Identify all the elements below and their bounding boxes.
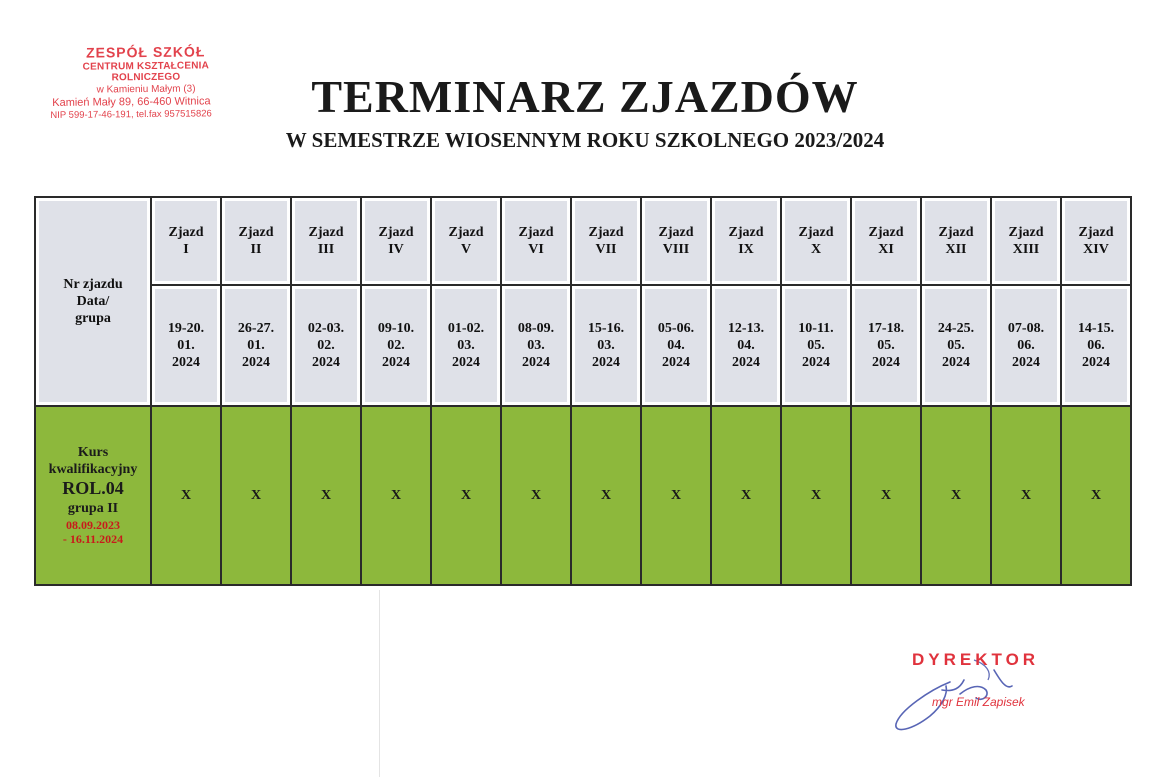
session-number: V: [460, 242, 472, 258]
session-number: I: [183, 242, 189, 258]
attendance-mark-cell: X: [641, 406, 711, 585]
attendance-mark-cell: X: [151, 406, 221, 585]
session-month: 03.: [527, 338, 545, 354]
session-month: 01.: [247, 338, 265, 354]
attendance-mark-cell: X: [501, 406, 571, 585]
stamp-line-4: Kamień Mały 89, 66-460 Witnica: [52, 95, 211, 109]
session-days: 17-18.: [867, 321, 905, 337]
session-header-cell: [711, 197, 781, 285]
session-month: 05.: [947, 338, 965, 354]
session-number: IV: [388, 242, 404, 258]
session-days: 07-08.: [1007, 321, 1045, 337]
director-signature: [890, 650, 1090, 740]
session-number: XIV: [1083, 242, 1109, 258]
session-days: 15-16.: [587, 321, 625, 337]
session-header-cell: [431, 197, 501, 285]
session-date-cell: [501, 285, 571, 406]
signature-title: DYREKTOR: [912, 650, 1040, 669]
session-word: Zjazd: [448, 225, 484, 241]
session-word: Zjazd: [588, 225, 624, 241]
session-word: Zjazd: [518, 225, 554, 241]
session-date-cell: [431, 285, 501, 406]
session-days: 01-02.: [447, 321, 485, 337]
session-month: 04.: [737, 338, 755, 354]
group-course-label: Kurs: [77, 445, 109, 461]
row-label-cell: [35, 197, 151, 406]
session-date-cell: [151, 285, 221, 406]
session-word: Zjazd: [1008, 225, 1044, 241]
session-word: Zjazd: [238, 225, 274, 241]
session-year: 2024: [872, 355, 900, 371]
attendance-mark-cell: X: [851, 406, 921, 585]
attendance-mark-cell: X: [361, 406, 431, 585]
session-year: 2024: [1012, 355, 1040, 371]
session-month: 04.: [667, 338, 685, 354]
session-word: Zjazd: [798, 225, 834, 241]
session-year: 2024: [592, 355, 620, 371]
session-month: 01.: [177, 338, 195, 354]
session-date-cell: [711, 285, 781, 406]
session-header-cell: [291, 197, 361, 285]
session-word: Zjazd: [868, 225, 904, 241]
group-info-cell: [35, 406, 151, 585]
attendance-mark-cell: X: [221, 406, 291, 585]
session-header-cell: [361, 197, 431, 285]
session-number: II: [250, 242, 262, 258]
session-days: 26-27.: [237, 321, 275, 337]
session-number: IX: [738, 242, 754, 258]
session-month: 06.: [1017, 338, 1035, 354]
session-number: XIII: [1012, 242, 1040, 258]
session-date-cell: [1061, 285, 1131, 406]
session-days: 14-15.: [1077, 321, 1115, 337]
session-year: 2024: [942, 355, 970, 371]
group-course-type: kwalifikacyjny: [48, 462, 138, 478]
page-title: TERMINARZ ZJAZDÓW: [311, 71, 859, 122]
session-header-cell: [781, 197, 851, 285]
session-year: 2024: [382, 355, 410, 371]
session-days: 19-20.: [167, 321, 205, 337]
stamp-line-2: CENTRUM KSZTAŁCENIA ROLNICZEGO: [82, 59, 210, 84]
stamp-line-1: ZESPÓŁ SZKÓŁ: [85, 43, 206, 61]
session-number: XI: [878, 242, 894, 258]
session-header-cell: [641, 197, 711, 285]
signature-name: mgr Emil Zapisek: [932, 695, 1025, 709]
session-header-row: [35, 197, 1131, 285]
session-number: III: [317, 242, 335, 258]
group-qualification-code: ROL.04: [62, 478, 124, 499]
attendance-mark-cell: X: [291, 406, 361, 585]
session-year: 2024: [172, 355, 200, 371]
group-date-start: 08.09.2023: [66, 517, 120, 532]
session-year: 2024: [452, 355, 480, 371]
session-header-cell: [991, 197, 1061, 285]
school-stamp: [48, 43, 245, 121]
session-year: 2024: [802, 355, 830, 371]
schedule-table: [34, 196, 1132, 586]
attendance-mark-cell: X: [921, 406, 991, 585]
stamp-line-3: w Kamieniu Małym (3): [96, 83, 196, 96]
group-date-end: - 16.11.2024: [62, 532, 124, 547]
session-days: 05-06.: [657, 321, 695, 337]
label-date: Data/: [76, 293, 110, 309]
attendance-mark-cell: X: [781, 406, 851, 585]
session-month: 03.: [597, 338, 615, 354]
session-date-cell: [921, 285, 991, 406]
session-word: Zjazd: [378, 225, 414, 241]
session-year: 2024: [662, 355, 690, 371]
session-days: 12-13.: [727, 321, 765, 337]
session-month: 02.: [387, 338, 405, 354]
attendance-mark-cell: X: [431, 406, 501, 585]
session-header-cell: [501, 197, 571, 285]
session-month: 02.: [317, 338, 335, 354]
session-word: Zjazd: [938, 225, 974, 241]
group-name: grupa II: [67, 501, 119, 517]
session-year: 2024: [312, 355, 340, 371]
session-header-cell: [151, 197, 221, 285]
session-number: VII: [595, 242, 617, 258]
session-year: 2024: [242, 355, 270, 371]
session-days: 10-11.: [798, 321, 834, 337]
scan-fold-line: [379, 590, 380, 777]
session-date-cell: [361, 285, 431, 406]
session-month: 05.: [807, 338, 825, 354]
attendance-mark-cell: X: [571, 406, 641, 585]
attendance-mark-cell: X: [991, 406, 1061, 585]
stamp-line-5: NIP 599-17-46-191, tel.fax 957515826: [50, 108, 212, 121]
session-date-cell: [571, 285, 641, 406]
session-number: XII: [945, 242, 967, 258]
session-month: 05.: [877, 338, 895, 354]
session-date-cell: [221, 285, 291, 406]
group-row: [35, 406, 1131, 585]
session-header-cell: [221, 197, 291, 285]
session-number: VIII: [662, 242, 690, 258]
session-header-cell: [571, 197, 641, 285]
session-date-row: [35, 285, 1131, 406]
session-word: Zjazd: [1078, 225, 1114, 241]
session-word: Zjazd: [308, 225, 344, 241]
session-days: 24-25.: [937, 321, 975, 337]
session-date-cell: [291, 285, 361, 406]
session-days: 09-10.: [377, 321, 415, 337]
session-days: 02-03.: [307, 321, 345, 337]
session-month: 03.: [457, 338, 475, 354]
session-header-cell: [851, 197, 921, 285]
session-date-cell: [781, 285, 851, 406]
session-header-cell: [1061, 197, 1131, 285]
session-word: Zjazd: [728, 225, 764, 241]
session-word: Zjazd: [658, 225, 694, 241]
session-year: 2024: [522, 355, 550, 371]
session-word: Zjazd: [168, 225, 204, 241]
label-group: grupa: [75, 311, 111, 327]
session-days: 08-09.: [517, 321, 555, 337]
session-number: VI: [528, 242, 544, 258]
session-date-cell: [851, 285, 921, 406]
page-subtitle: W SEMESTRZE WIOSENNYM ROKU SZKOLNEGO 2023/2024: [285, 128, 885, 152]
attendance-mark-cell: X: [711, 406, 781, 585]
session-year: 2024: [732, 355, 760, 371]
session-date-cell: [991, 285, 1061, 406]
session-number: X: [810, 242, 822, 258]
session-year: 2024: [1082, 355, 1110, 371]
session-date-cell: [641, 285, 711, 406]
session-header-cell: [921, 197, 991, 285]
attendance-mark-cell: X: [1061, 406, 1131, 585]
session-month: 06.: [1087, 338, 1105, 354]
label-session-number: Nr zjazdu: [63, 276, 123, 292]
